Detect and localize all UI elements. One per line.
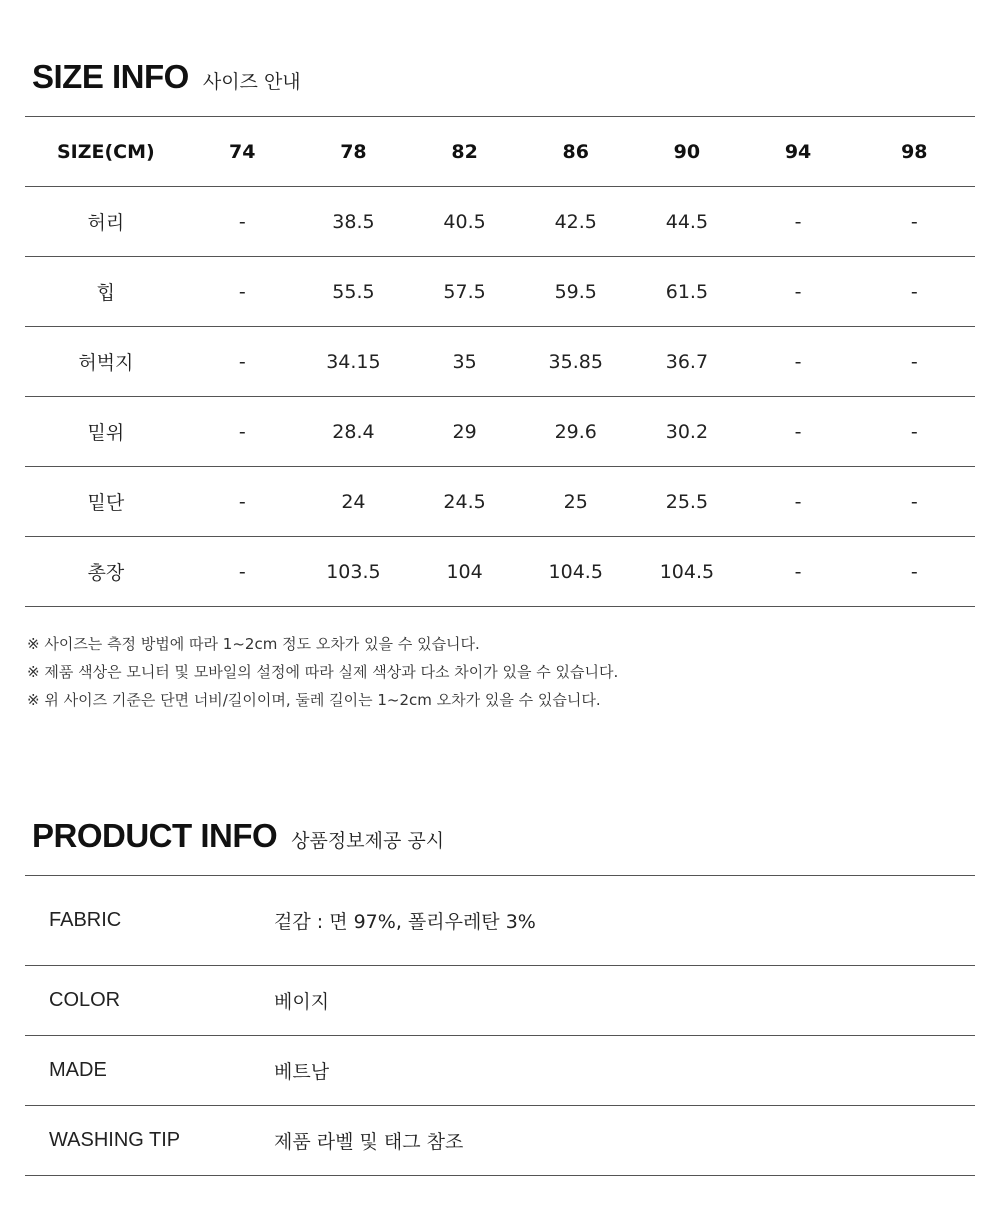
size-cell: - bbox=[742, 467, 853, 537]
size-cell: 40.5 bbox=[409, 187, 520, 257]
product-info-value: 제품 라벨 및 태그 참조 bbox=[274, 1106, 975, 1176]
size-row-label: 밑위 bbox=[25, 397, 187, 467]
size-cell: 42.5 bbox=[520, 187, 631, 257]
size-cell: 25 bbox=[520, 467, 631, 537]
size-cell: - bbox=[854, 257, 975, 327]
size-row bbox=[25, 397, 975, 467]
size-row bbox=[25, 187, 975, 257]
product-info-subtitle: 상품정보제공 공시 bbox=[291, 830, 445, 852]
product-info-value: 겉감 : 면 97%, 폴리우레탄 3% bbox=[274, 876, 975, 966]
size-cell: - bbox=[742, 537, 853, 607]
size-cell: 44.5 bbox=[631, 187, 742, 257]
size-cell: 104.5 bbox=[631, 537, 742, 607]
size-header-cell: 74 bbox=[187, 117, 298, 187]
size-row-label: 허리 bbox=[25, 187, 187, 257]
size-cell: - bbox=[742, 187, 853, 257]
size-table bbox=[25, 116, 975, 607]
product-info-label: MADE bbox=[25, 1036, 274, 1106]
product-info-label: WASHING TIP bbox=[25, 1106, 274, 1176]
size-header-cell: 94 bbox=[742, 117, 853, 187]
size-cell: 55.5 bbox=[298, 257, 409, 327]
size-cell: - bbox=[187, 327, 298, 397]
size-cell: 28.4 bbox=[298, 397, 409, 467]
product-info-title: PRODUCT INFO bbox=[32, 817, 278, 854]
size-cell: - bbox=[742, 257, 853, 327]
size-cell: - bbox=[854, 397, 975, 467]
product-info-value: 베이지 bbox=[274, 966, 975, 1036]
size-cell: 61.5 bbox=[631, 257, 742, 327]
size-cell: - bbox=[187, 257, 298, 327]
size-header-cell: 78 bbox=[298, 117, 409, 187]
size-cell: 29 bbox=[409, 397, 520, 467]
size-info-subtitle: 사이즈 안내 bbox=[202, 71, 301, 93]
size-cell: - bbox=[187, 187, 298, 257]
size-cell: - bbox=[187, 537, 298, 607]
size-row bbox=[25, 327, 975, 397]
size-cell: 57.5 bbox=[409, 257, 520, 327]
size-header-row bbox=[25, 117, 975, 187]
size-header-cell: 98 bbox=[854, 117, 975, 187]
size-header-label: SIZE(CM) bbox=[25, 117, 187, 187]
size-cell: - bbox=[742, 397, 853, 467]
note-line: ※ 제품 색상은 모니터 및 모바일의 설정에 따라 실제 색상과 다소 차이가 있을 수 있습니다. bbox=[27, 663, 619, 681]
size-cell: 35 bbox=[409, 327, 520, 397]
size-cell: 25.5 bbox=[631, 467, 742, 537]
product-info-row bbox=[25, 966, 975, 1036]
size-row bbox=[25, 467, 975, 537]
size-cell: - bbox=[854, 327, 975, 397]
size-row-label: 힙 bbox=[25, 257, 187, 327]
size-row bbox=[25, 537, 975, 607]
size-cell: - bbox=[742, 327, 853, 397]
size-header-cell: 86 bbox=[520, 117, 631, 187]
size-row bbox=[25, 257, 975, 327]
product-info-row bbox=[25, 876, 975, 966]
size-cell: 104.5 bbox=[520, 537, 631, 607]
size-row-label: 허벅지 bbox=[25, 327, 187, 397]
size-cell: 104 bbox=[409, 537, 520, 607]
size-header-cell: 82 bbox=[409, 117, 520, 187]
size-cell: 35.85 bbox=[520, 327, 631, 397]
size-cell: 24.5 bbox=[409, 467, 520, 537]
size-notes bbox=[27, 630, 618, 714]
size-cell: 38.5 bbox=[298, 187, 409, 257]
product-info-heading bbox=[32, 817, 444, 855]
product-info-table bbox=[25, 875, 975, 1176]
size-cell: 34.15 bbox=[298, 327, 409, 397]
size-cell: - bbox=[854, 187, 975, 257]
size-info-title: SIZE INFO bbox=[32, 58, 189, 95]
size-cell: 103.5 bbox=[298, 537, 409, 607]
size-info-heading bbox=[32, 58, 301, 96]
size-row-label: 밑단 bbox=[25, 467, 187, 537]
size-cell: - bbox=[187, 467, 298, 537]
size-cell: - bbox=[854, 537, 975, 607]
product-info-row bbox=[25, 1106, 975, 1176]
size-row-label: 총장 bbox=[25, 537, 187, 607]
size-cell: 36.7 bbox=[631, 327, 742, 397]
size-cell: 59.5 bbox=[520, 257, 631, 327]
note-line: ※ 위 사이즈 기준은 단면 너비/길이이며, 둘레 길이는 1~2cm 오차가 있을 수 있습니다. bbox=[27, 691, 601, 709]
product-info-label: FABRIC bbox=[25, 876, 274, 966]
product-info-label: COLOR bbox=[25, 966, 274, 1036]
size-cell: - bbox=[187, 397, 298, 467]
product-info-row bbox=[25, 1036, 975, 1106]
size-cell: 24 bbox=[298, 467, 409, 537]
size-cell: 30.2 bbox=[631, 397, 742, 467]
note-line: ※ 사이즈는 측정 방법에 따라 1~2cm 정도 오차가 있을 수 있습니다. bbox=[27, 635, 480, 653]
size-cell: 29.6 bbox=[520, 397, 631, 467]
size-header-cell: 90 bbox=[631, 117, 742, 187]
product-info-value: 베트남 bbox=[274, 1036, 975, 1106]
size-cell: - bbox=[854, 467, 975, 537]
